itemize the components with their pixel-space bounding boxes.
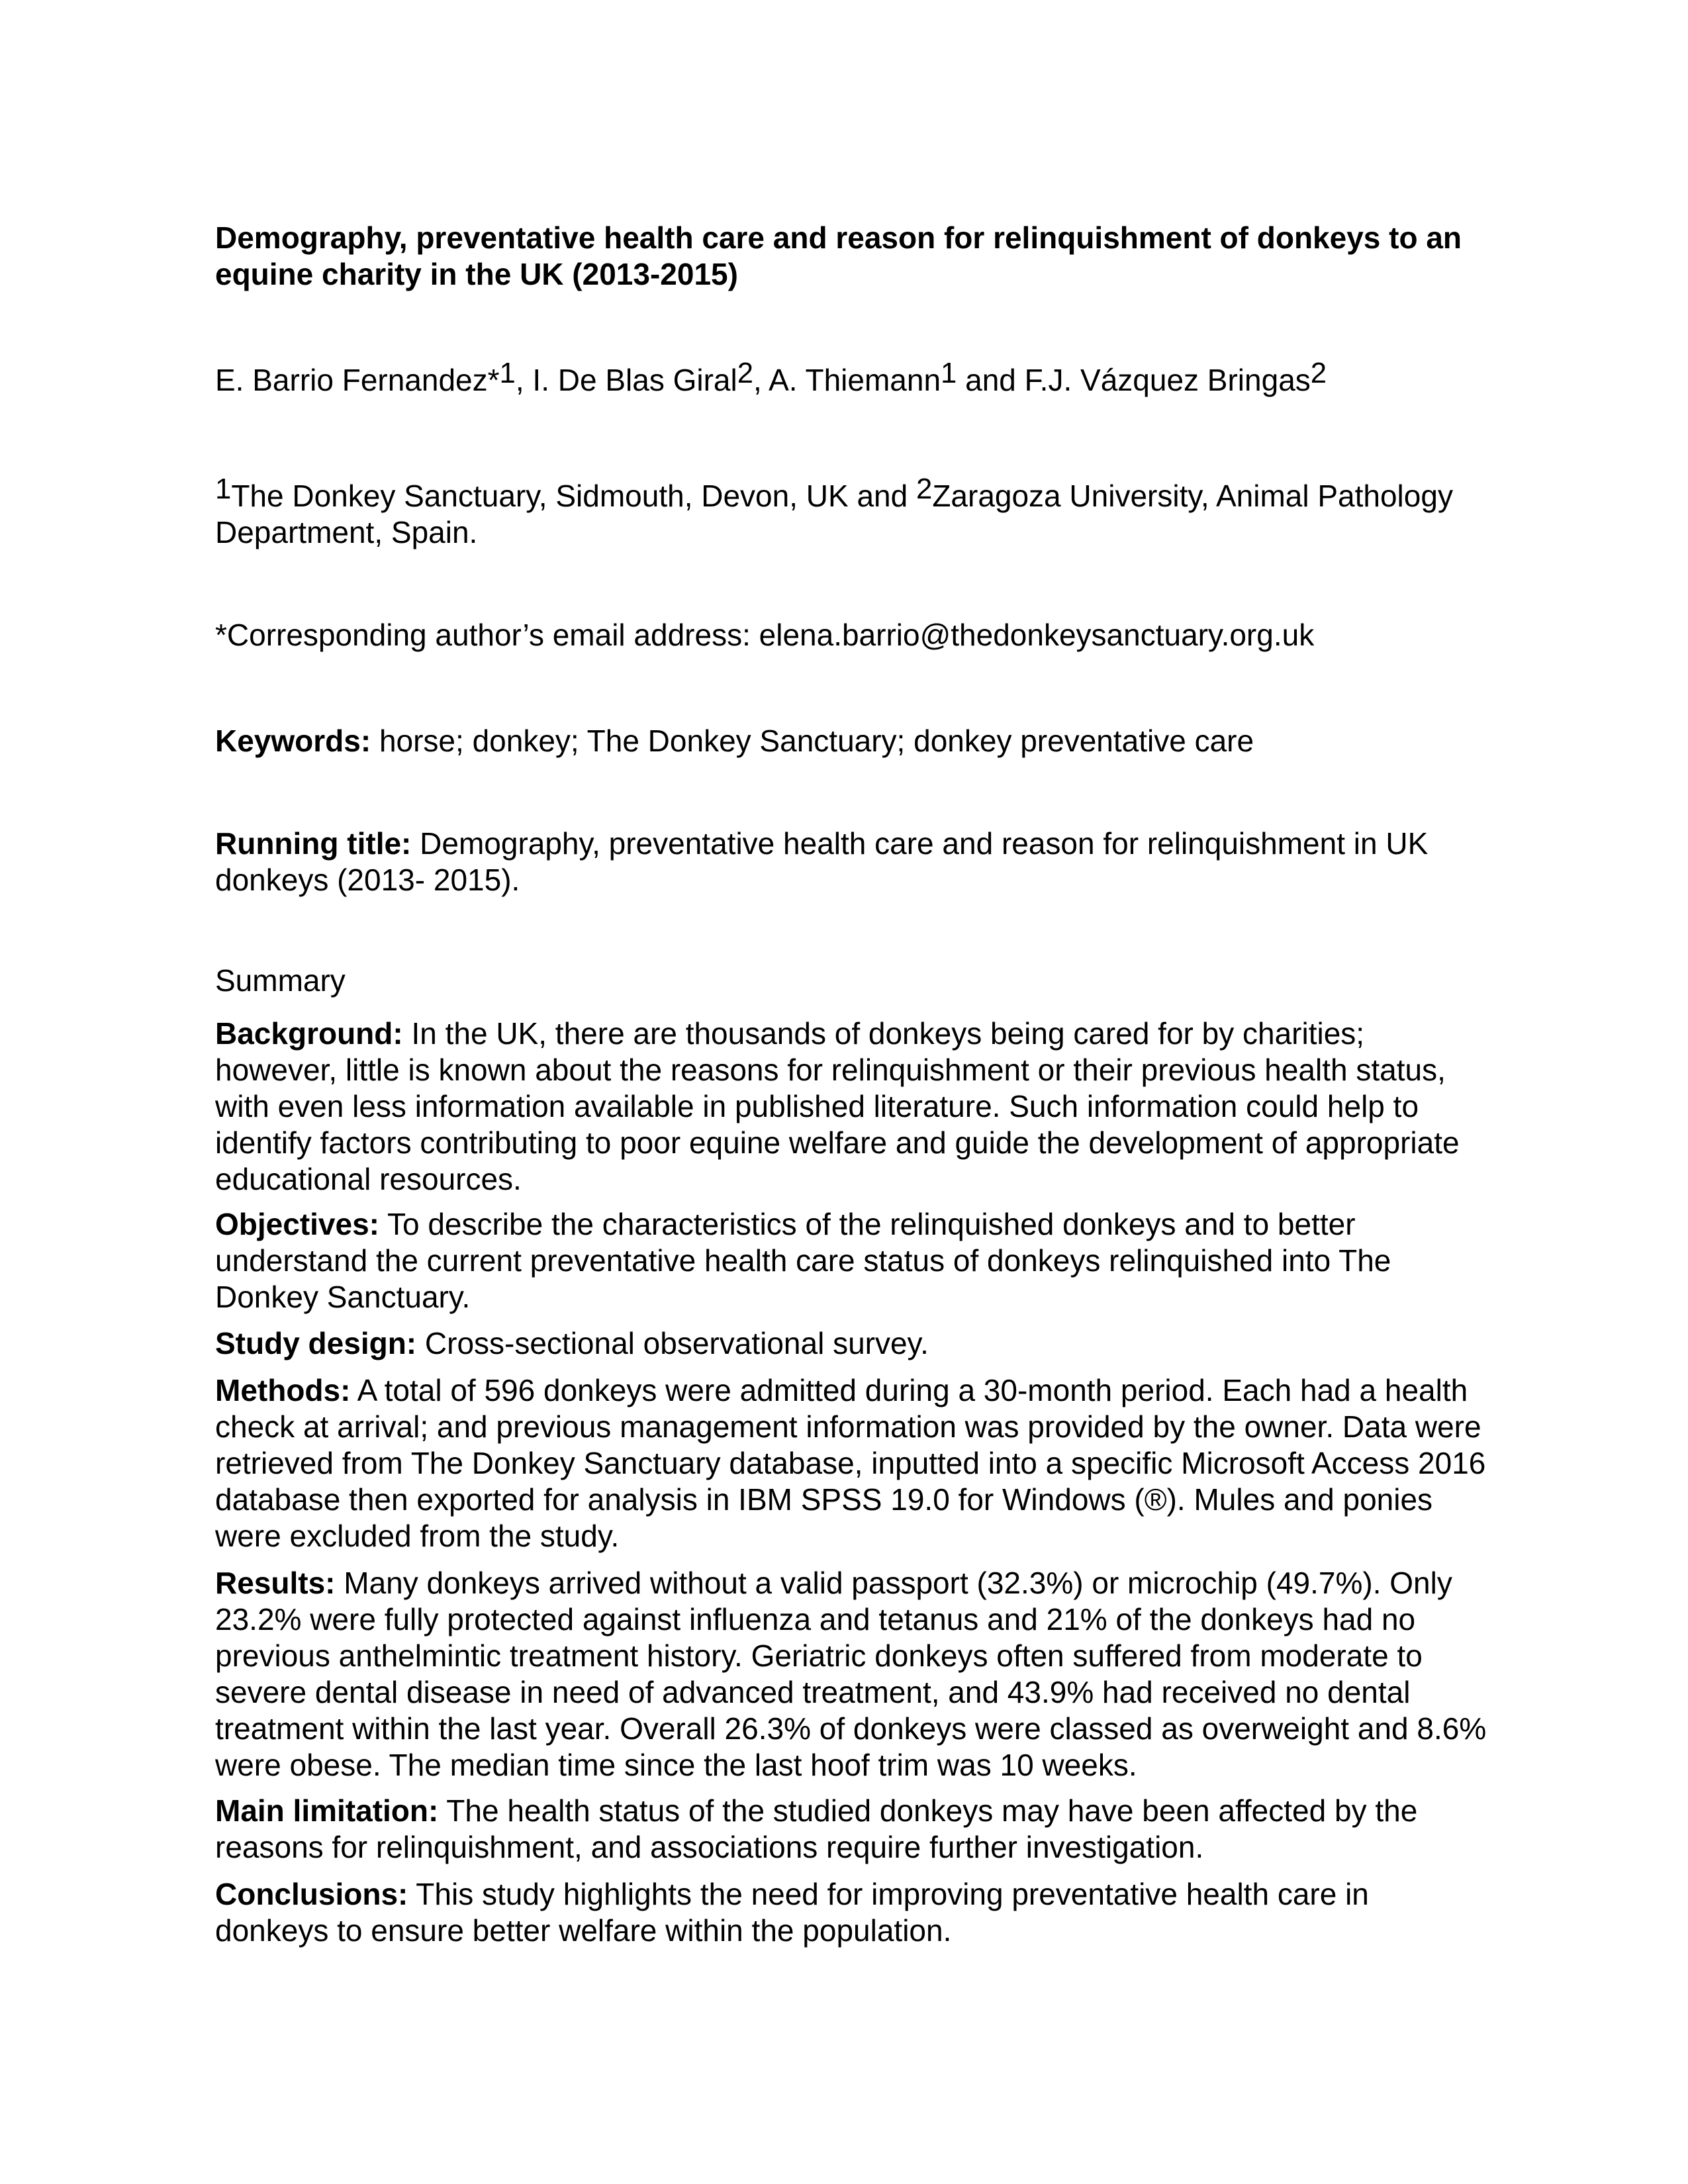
conclusions-label: Conclusions: xyxy=(215,1877,408,1911)
author-1-affiliation-superscript: 1 xyxy=(499,357,516,390)
affiliation-2: Zaragoza University, Animal Pathology Department, Spain. xyxy=(215,479,1453,549)
affiliation-2-superscript: 2 xyxy=(916,473,933,506)
paper-title: Demography, preventative health care and reason for relinquishment of donkeys to an equine charity in the UK (2013-2015) xyxy=(215,220,1462,291)
running-title-line xyxy=(215,826,1489,898)
results-label: Results: xyxy=(215,1566,336,1600)
keywords-text: horse; donkey; The Donkey Sanctuary; donkey preventative care xyxy=(371,724,1254,758)
main-limitation-label: Main limitation: xyxy=(215,1793,439,1828)
summary-study-design-paragraph xyxy=(215,1325,1489,1362)
summary-heading: Summary xyxy=(215,963,346,998)
author-1: E. Barrio Fernandez* xyxy=(215,363,500,397)
author-line xyxy=(215,357,1489,399)
author-3: , A. Thiemann xyxy=(753,363,941,397)
keywords-label: Keywords: xyxy=(215,724,371,758)
author-2: , I. De Blas Giral xyxy=(515,363,737,397)
affiliation-1-superscript: 1 xyxy=(215,473,232,506)
running-title-label: Running title: xyxy=(215,826,412,861)
study-design-text: Cross-sectional observational survey. xyxy=(416,1326,929,1360)
methods-label: Methods: xyxy=(215,1373,351,1407)
affiliation-line xyxy=(215,473,1489,551)
summary-background-paragraph xyxy=(215,1016,1489,1198)
results-text: Many donkeys arrived without a valid passport (32.3%) or microchip (49.7%). Only 23.2% were fully protected against influenza and tetanus and 21% of the donkeys had no previous anthelmintic treatment history. Geriatric donkeys often suffered from moderate to severe dental disease in need of advanced treatment, and 43.9% had received no dental treatment within the last year. Overall 26.3% of donkeys were classed as overweight and 8.6% were obese. The median time since the last hoof trim was 10 weeks. xyxy=(215,1566,1487,1782)
conclusions-text: This study highlights the need for improving preventative health care in donkeys to ensure better welfare within the population. xyxy=(215,1877,1369,1948)
background-text: In the UK, there are thousands of donkeys being cared for by charities; however, little is known about the reasons for relinquishment or their previous health status, with even less information available in published literature. Such information could help to identify factors contributing to poor equine welfare and guide the development of appropriate educational resources. xyxy=(215,1016,1460,1196)
author-2-affiliation-superscript: 2 xyxy=(737,357,754,390)
keywords-line xyxy=(215,723,1489,759)
running-title-text: Demography, preventative health care and reason for relinquishment in UK donkeys (2013- 2015). xyxy=(215,826,1429,897)
summary-main-limitation-paragraph xyxy=(215,1793,1489,1866)
author-4: and F.J. Vázquez Bringas xyxy=(957,363,1311,397)
main-limitation-text: The health status of the studied donkeys may have been affected by the reasons for relinquishment, and associations require further investigation. xyxy=(215,1793,1418,1864)
study-design-label: Study design: xyxy=(215,1326,417,1360)
affiliation-1: The Donkey Sanctuary, Sidmouth, Devon, UK and xyxy=(231,479,916,513)
objectives-label: Objectives: xyxy=(215,1207,379,1241)
objectives-text: To describe the characteristics of the relinquished donkeys and to better understand the current preventative health care status of donkeys relinquished into The Donkey Sanctuary. xyxy=(215,1207,1391,1314)
summary-objectives-paragraph xyxy=(215,1206,1489,1315)
summary-results-paragraph xyxy=(215,1565,1489,1783)
author-3-affiliation-superscript: 1 xyxy=(941,357,957,390)
background-label: Background: xyxy=(215,1016,403,1051)
summary-methods-paragraph xyxy=(215,1372,1489,1554)
corresponding-author-line: *Corresponding author’s email address: elena.barrio@thedonkeysanctuary.org.uk xyxy=(215,618,1315,652)
author-4-affiliation-superscript: 2 xyxy=(1310,357,1327,390)
methods-text: A total of 596 donkeys were admitted during a 30-month period. Each had a health check at arrival; and previous management information was provided by the owner. Data were retrieved from The Donkey Sanctuary database, inputted into a specific Microsoft Access 2016 database then exported for analysis in IBM SPSS 19.0 for Windows (®). Mules and ponies were excluded from the study. xyxy=(215,1373,1486,1553)
summary-conclusions-paragraph xyxy=(215,1876,1489,1949)
